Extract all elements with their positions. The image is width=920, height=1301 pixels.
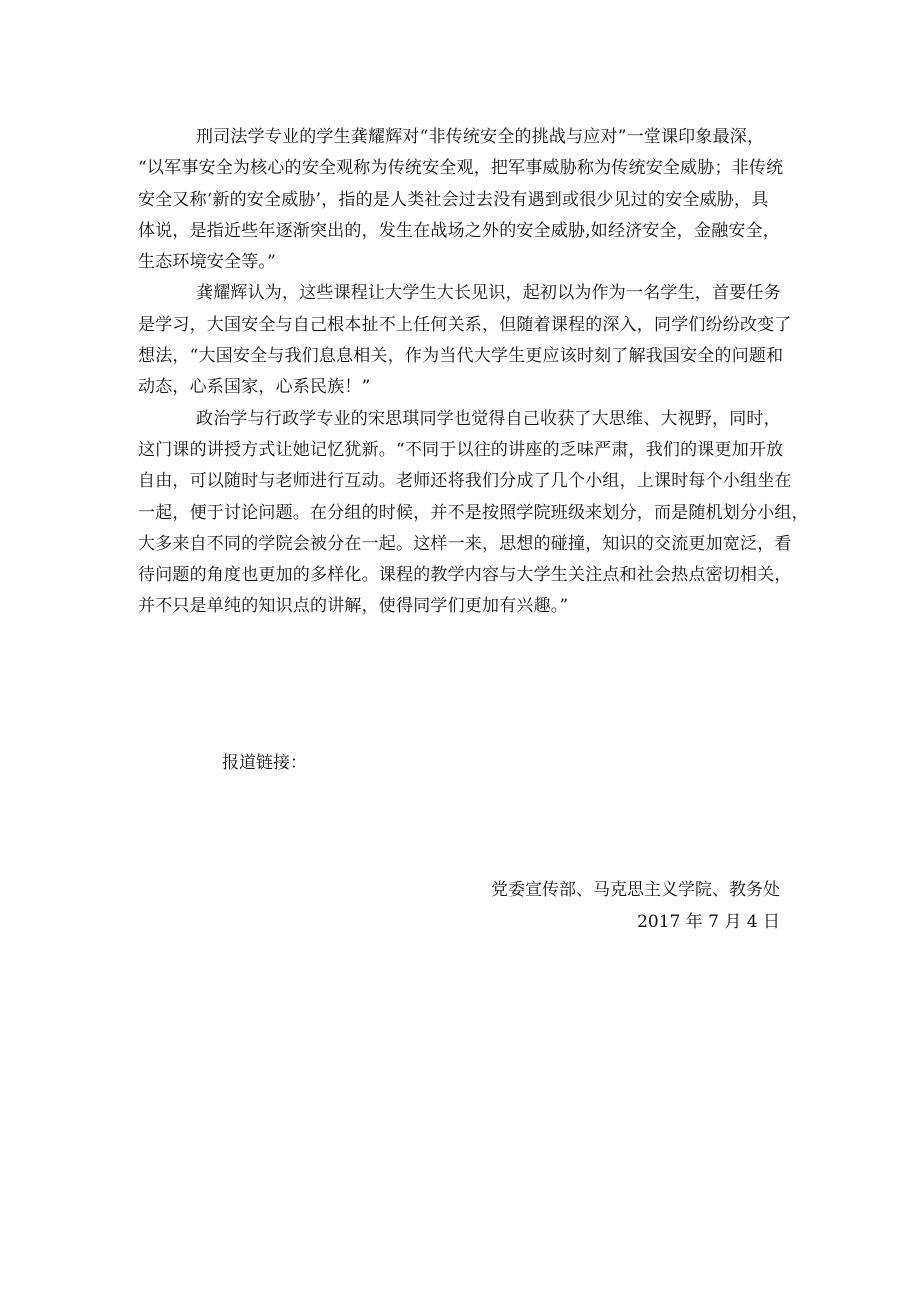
text-line: 动态，心系国家，心系民族！” <box>138 377 371 398</box>
text-line: 安全又称‘新的安全威胁’，指的是人类社会过去没有遇到或很少见过的安全威胁，具 <box>138 189 769 210</box>
text-line: 体说，是指近些年逐渐突出的，发生在战场之外的安全威胁,如经济安全，金融安全， <box>138 220 781 241</box>
paragraph-2 <box>138 278 798 403</box>
report-link-label: 报道链接： <box>222 753 307 773</box>
issue-date: 2017 年 7 月 4 日 <box>637 912 780 932</box>
text-line: 是学习，大国安全与自己根本扯不上任何关系，但随着课程的深入，同学们纷纷改变了 <box>138 314 792 335</box>
text-line: “以军事安全为核心的安全观称为传统安全观，把军事威胁称为传统安全威胁；非传统 <box>138 158 784 179</box>
text-line: 一起，便于讨论问题。在分组的时候，并不是按照学院班级来划分，而是随机划分小组， <box>138 502 809 523</box>
paragraph-1 <box>138 122 798 278</box>
text-line: 生态环境安全等。” <box>138 252 276 273</box>
issuing-department: 党委宣传部、马克思主义学院、教务处 <box>491 880 780 900</box>
paragraph-3 <box>138 404 809 623</box>
text-line: 大多来自不同的学院会被分在一起。这样一来，思想的碰撞，知识的交流更加宽泛，看 <box>138 533 792 554</box>
signature-block <box>491 874 780 938</box>
text-line: 并不只是单纯的知识点的讲解，使得同学们更加有兴趣。” <box>138 596 569 617</box>
text-line: 自由，可以随时与老师进行互动。老师还将我们分成了几个小组，上课时每个小组坐在 <box>138 471 792 492</box>
text-line: 龚耀辉认为，这些课程让大学生大长见识，起初以为作为一名学生，首要任务 <box>196 283 781 304</box>
text-line: 想法，“大国安全与我们息息相关，作为当代大学生更应该时刻了解我国安全的问题和 <box>138 346 784 367</box>
text-line: 刑司法学专业的学生龚耀辉对“非传统安全的挑战与应对”一堂课印象最深， <box>196 127 765 147</box>
text-line: 这门课的讲授方式让她记忆犹新。“不同于以往的讲座的乏味严肃，我们的课更加开放 <box>138 439 784 460</box>
text-line: 待问题的角度也更加的多样化。课程的教学内容与大学生关注点和社会热点密切相关， <box>138 565 792 586</box>
text-line: 政治学与行政学专业的宋思琪同学也觉得自己收获了大思维、大视野，同时， <box>196 408 781 429</box>
article-body <box>138 122 809 623</box>
